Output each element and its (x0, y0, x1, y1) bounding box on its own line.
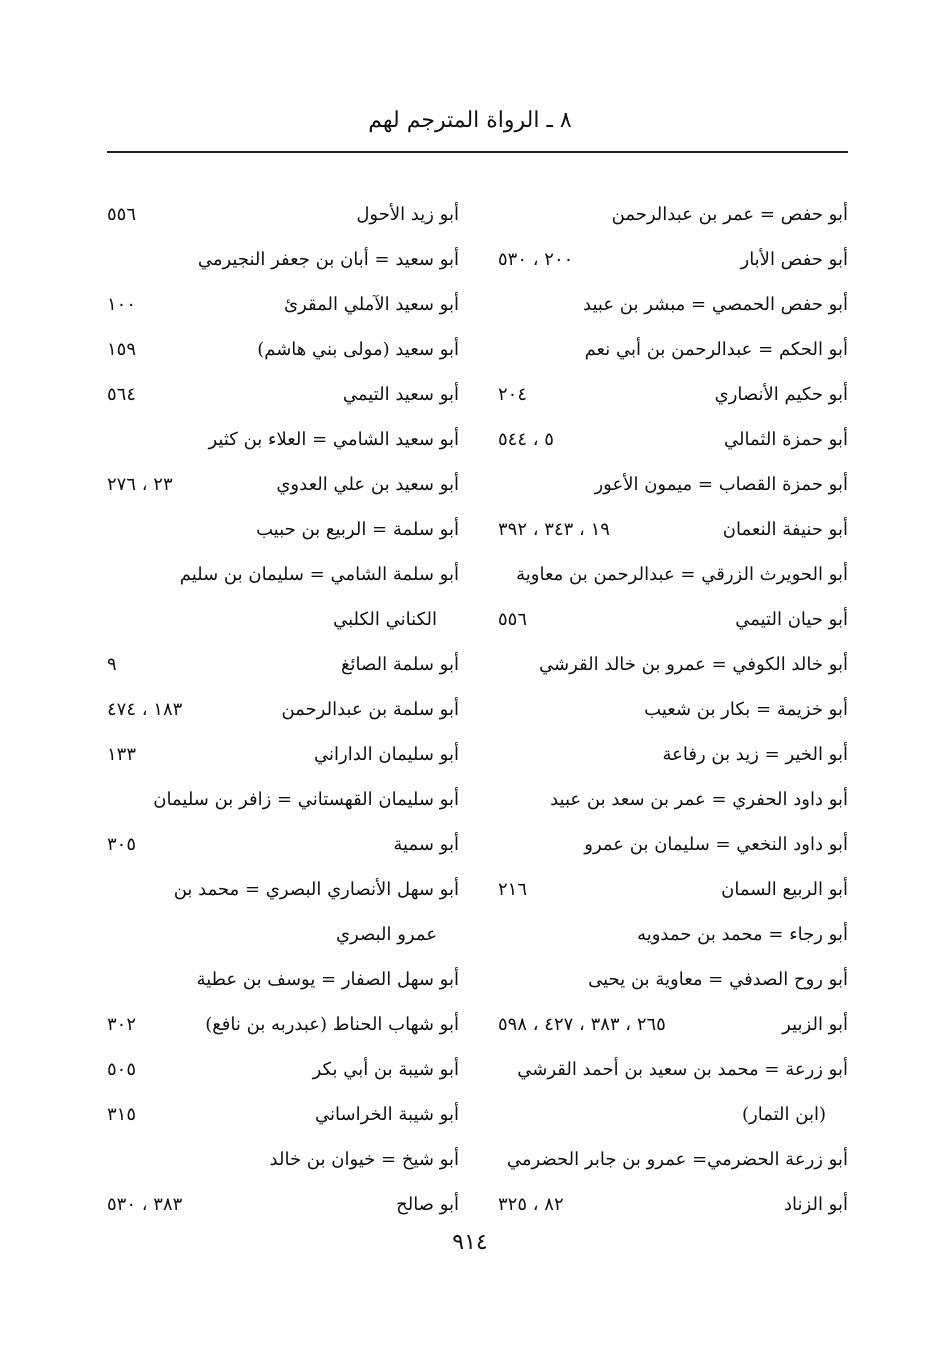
index-entry (107, 507, 459, 552)
entry-name: أبو سمية (393, 834, 459, 855)
entry-name: أبو زرعة = محمد بن سعيد بن أحمد القرشي (517, 1059, 848, 1080)
entry-page-refs: ٣٠٢ (107, 1014, 137, 1035)
entry-name: أبو سلمة الشامي = سليمان بن سليم (179, 564, 459, 585)
index-entry (498, 237, 848, 282)
entry-page-refs: ٥٥٦ (498, 609, 528, 630)
index-entry (498, 957, 848, 1002)
entry-name: أبو الربيع السمان (721, 879, 848, 900)
index-entry (498, 192, 848, 237)
entry-name: أبو سعيد (مولى بني هاشم) (257, 339, 459, 360)
index-entry (107, 1092, 459, 1137)
entry-page-refs: ٣١٥ (107, 1104, 137, 1125)
entry-page-refs: ٨٢ ، ٣٢٥ (498, 1194, 564, 1215)
entry-page-refs: ٣٨٣ ، ٥٣٠ (107, 1194, 183, 1215)
entry-page-refs: ١٨٣ ، ٤٧٤ (107, 699, 183, 720)
index-entry (107, 462, 459, 507)
index-entry (107, 192, 459, 237)
entry-name: أبو رجاء = محمد بن حمدويه (637, 924, 848, 945)
entry-page-refs: ٥ ، ٥٤٤ (498, 429, 554, 450)
entry-name: أبو سهل الصفار = يوسف بن عطية (196, 969, 459, 990)
entry-name: أبو سلمة الصائغ (340, 654, 459, 675)
entry-page-refs: ١٣٣ (107, 744, 137, 765)
entry-page-refs: ١٥٩ (107, 339, 137, 360)
index-entry (107, 1047, 459, 1092)
entry-name: أبو زرعة الحضرمي= عمرو بن جابر الحضرمي (506, 1149, 848, 1170)
entry-name: أبو سهل الأنصاري البصري = محمد بن (173, 879, 459, 900)
index-entry (498, 462, 848, 507)
entry-name: أبو صالح (396, 1194, 459, 1215)
entry-page-refs: ٢٠٤ (498, 384, 528, 405)
index-entry (498, 912, 848, 957)
entry-name: أبو سعيد الآملي المقرئ (283, 294, 459, 315)
entry-name: أبو شيبة الخراساني (315, 1104, 459, 1125)
index-entry (498, 372, 848, 417)
entry-name-continuation: عمرو البصري (335, 924, 437, 945)
index-entry (107, 1137, 459, 1182)
entry-page-refs: ٢٦٥ ، ٣٨٣ ، ٤٢٧ ، ٥٩٨ (498, 1014, 666, 1035)
entry-name: أبو زيد الأحول (356, 204, 459, 225)
index-entry (498, 1047, 848, 1092)
index-entry (498, 1092, 848, 1137)
entry-name: أبو حفص = عمر بن عبدالرحمن (611, 204, 848, 225)
page-header-title: ٨ ـ الرواة المترجم لهم (368, 108, 572, 133)
index-entry (107, 282, 459, 327)
index-entry (498, 507, 848, 552)
entry-name: أبو شيبة بن أبي بكر (312, 1059, 459, 1080)
index-entry (498, 552, 848, 597)
entry-name: أبو شيخ = خيوان بن خالد (269, 1149, 459, 1170)
entry-name: أبو خزيمة = بكار بن شعيب (644, 699, 848, 720)
index-entry (498, 417, 848, 462)
entry-name-continuation: الكناني الكلبي (333, 609, 437, 630)
entry-name: أبو حنيفة النعمان (722, 519, 848, 540)
index-entry (107, 552, 459, 597)
index-entry (107, 822, 459, 867)
entry-name: أبو الخير = زيد بن رفاعة (662, 744, 848, 765)
index-column-right (498, 192, 848, 1227)
index-entry (107, 597, 459, 642)
entry-name: أبو سعيد = أبان بن جعفر النجيرمي (197, 249, 459, 270)
index-entry (107, 237, 459, 282)
index-entry (107, 957, 459, 1002)
entry-page-refs: ٩ (107, 654, 117, 675)
entry-name: أبو سلمة = الربيع بن حبيب (256, 519, 459, 540)
index-entry (107, 1002, 459, 1047)
header-rule (107, 151, 848, 153)
entry-name: أبو حكيم الأنصاري (714, 384, 848, 405)
entry-page-refs: ٢١٦ (498, 879, 528, 900)
index-entry (498, 597, 848, 642)
index-entry (498, 1182, 848, 1227)
index-entry (107, 912, 459, 957)
entry-name: أبو خالد الكوفي = عمرو بن خالد القرشي (539, 654, 848, 675)
entry-page-refs: ٢٠٠ ، ٥٣٠ (498, 249, 574, 270)
index-entry (498, 867, 848, 912)
index-entry (107, 732, 459, 777)
entry-name: أبو حمزة القصاب = ميمون الأعور (594, 474, 848, 495)
index-entry (498, 642, 848, 687)
page-number: ٩١٤ (452, 1230, 488, 1255)
entry-name: أبو سعيد الشامي = العلاء بن كثير (208, 429, 459, 450)
index-column-left (107, 192, 459, 1227)
index-entry (498, 687, 848, 732)
index-entry (498, 282, 848, 327)
index-entry (498, 1137, 848, 1182)
index-entry (498, 1002, 848, 1047)
entry-name: أبو حفص الأبار (740, 249, 848, 270)
entry-name: أبو الحكم = عبدالرحمن بن أبي نعم (584, 339, 848, 360)
index-entry (107, 417, 459, 462)
index-entry (107, 372, 459, 417)
entry-name-continuation: (ابن التمار) (742, 1104, 826, 1125)
entry-page-refs: ٥٦٤ (107, 384, 137, 405)
entry-name: أبو الزناد (784, 1194, 848, 1215)
entry-page-refs: ٣٠٥ (107, 834, 137, 855)
entry-page-refs: ١٠٠ (107, 294, 137, 315)
entry-name: أبو روح الصدفي = معاوية بن يحيى (588, 969, 848, 990)
entry-name: أبو الزبير (782, 1014, 848, 1035)
entry-name: أبو سليمان الداراني (314, 744, 459, 765)
index-entry (107, 867, 459, 912)
index-entry (498, 777, 848, 822)
index-entry (107, 1182, 459, 1227)
entry-name: أبو شهاب الحناط (عبدربه بن نافع) (205, 1014, 459, 1035)
entry-name: أبو حفص الحمصي = مبشر بن عبيد (583, 294, 848, 315)
index-entry (107, 777, 459, 822)
entry-name: أبو حيان التيمي (735, 609, 848, 630)
entry-name: أبو حمزة الثمالي (724, 429, 848, 450)
index-entry (107, 642, 459, 687)
entry-name: أبو سليمان القهستاني = زافر بن سليمان (153, 789, 459, 810)
entry-page-refs: ٥٠٥ (107, 1059, 137, 1080)
entry-name: أبو سلمة بن عبدالرحمن (281, 699, 459, 720)
entry-page-refs: ٥٥٦ (107, 204, 137, 225)
index-entry (498, 327, 848, 372)
entry-name: أبو سعيد التيمي (342, 384, 459, 405)
index-entry (498, 822, 848, 867)
entry-name: أبو سعيد بن علي العدوي (276, 474, 459, 495)
entry-name: أبو الحويرث الزرقي = عبدالرحمن بن معاوية (516, 564, 848, 585)
entry-page-refs: ١٩ ، ٣٤٣ ، ٣٩٢ (498, 519, 610, 540)
entry-page-refs: ٢٣ ، ٢٧٦ (107, 474, 173, 495)
index-entry (107, 327, 459, 372)
index-entry (498, 732, 848, 777)
entry-name: أبو داود الحفري = عمر بن سعد بن عبيد (550, 789, 848, 810)
entry-name: أبو داود النخعي = سليمان بن عمرو (584, 834, 848, 855)
index-entry (107, 687, 459, 732)
